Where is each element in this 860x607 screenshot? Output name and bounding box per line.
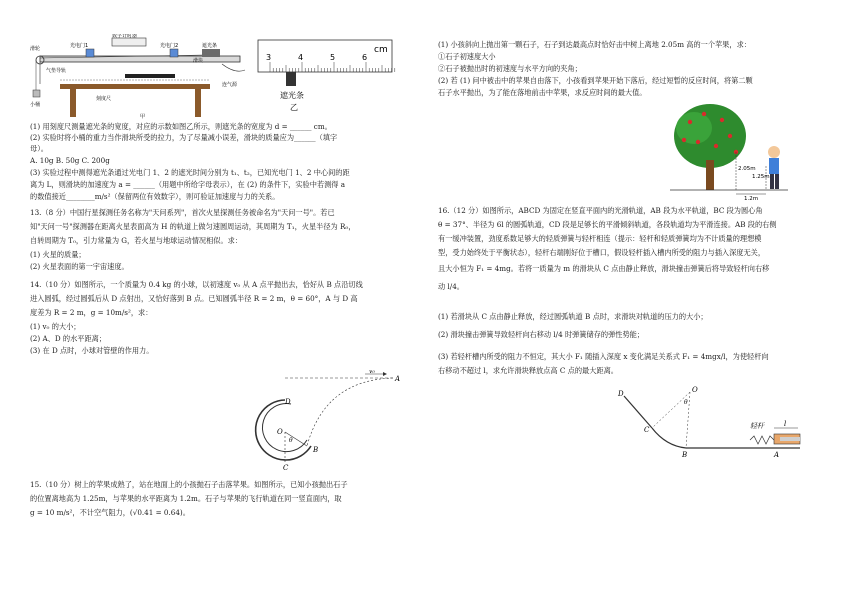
q13-line: 知"天问一号"探测器在距离火星表面高为 H 的轨道上做匀速圆周运动，其周期为 T₁，火星半径为 R₀， <box>30 222 356 231</box>
point-B: B <box>313 446 319 454</box>
q14-line: (3) 在 D 点时，小球对管壁的作用力。 <box>30 346 154 355</box>
q16-line: (2) 滑块撞击弹簧导致轻杆向右移动 l/4 时弹簧储存的弹性势能； <box>438 330 645 339</box>
label-rail: 气垫导轨 <box>46 68 67 74</box>
q16-line: 型，受力始终处于平衡状态），轻杆右端刚好位于槽口，假设轻杆插入槽内所受的阻力与插入深度无关， <box>438 248 766 257</box>
q15-line: g = 10 m/s²，不计空气阻力，(√0.41 = 0.64)。 <box>30 508 190 517</box>
label-pulley: 滑轮 <box>30 46 41 52</box>
label-scale: 刻度尺 <box>96 96 112 102</box>
label-bucket: 小桶 <box>30 102 41 108</box>
height-apple: 2.05m <box>738 166 756 172</box>
q13-line: (1) 火星的质量； <box>30 250 86 259</box>
point-D: D <box>618 390 624 398</box>
q12-line: (3) 实验过程中测得遮光条通过光电门 1、2 的遮光时间分别为 t₁、t₂，已知光电门 1、2 中心间的距 <box>30 168 350 177</box>
label-shade: 遮光条 <box>202 43 218 49</box>
q12-line: (1) 用刻度尺测量遮光条的宽度，对应的示数如图乙所示，则遮光条的宽度为 d = ______ cm。 <box>30 122 332 131</box>
q16-line: (3) 若轻杆槽内所受的阻力不恒定，其大小 F₁ 随插入深度 x 变化满足关系式 F₁ = 4mgx/l，为使轻杆向 <box>438 352 769 361</box>
angle-theta: θ <box>289 437 293 444</box>
caption-yi: 乙 <box>290 103 298 112</box>
left-column <box>30 0 422 607</box>
ruler-tick-label: 5 <box>330 53 336 62</box>
horizontal-distance: 1.2m <box>744 196 759 200</box>
point-D: D <box>285 398 291 406</box>
point-O: O <box>692 386 698 394</box>
point-C: C <box>644 426 650 434</box>
q16-line: (1) 若滑块从 C 点由静止释放，经过圆弧轨道 B 点时，求滑块对轨道的压力的大小； <box>438 312 708 321</box>
ruler-tick-label: 6 <box>362 53 368 62</box>
ruler-unit: cm <box>374 45 388 55</box>
point-A: A <box>774 451 780 458</box>
ruler-shade-label: 遮光条 <box>280 91 304 100</box>
q14-line: 进入圆弧，经过圆弧后从 D 点射出，又恰好落到 B 点。已知圆弧半径 R = 2 m，θ = 60°，A 与 D 高 <box>30 294 358 303</box>
q14-line: (2) A、D 的水平距离； <box>30 334 107 343</box>
q15-line: 的位置离地高为 1.25m，与苹果的水平距离为 1.2m。石子与苹果的飞行轨道在同一竖直面内，取 <box>30 494 342 503</box>
angle-theta: θ <box>684 399 688 406</box>
q13-line: 自转周期为 T₀，引力常量为 G，若火星与地球运动情况相似。求： <box>30 236 243 245</box>
label-l: l <box>784 420 787 428</box>
label-timer: 数字计时器 <box>112 34 138 39</box>
q16-line: θ = 37°、半径为 6l 的圆弧轨道，CD 段是足够长的平滑倾斜轨道，各段轨道均为平滑连接。AB 段的右侧 <box>438 220 777 229</box>
caption-jia: 甲 <box>140 114 146 120</box>
q14-line: 度差为 R = 2 m，g = 10m/s²，求： <box>30 308 153 317</box>
label-gate1: 光电门1 <box>70 43 89 49</box>
q14-line: (1) v₀ 的大小； <box>30 322 81 331</box>
point-B: B <box>682 451 688 458</box>
ruler-figure <box>256 38 396 114</box>
point-A: A <box>395 375 401 383</box>
label-rod: 轻杆 <box>750 422 764 430</box>
label-gas: 连气源 <box>222 82 238 88</box>
q15-cont-line: ①石子初速度大小 <box>438 52 496 61</box>
q12-options: A. 10g B. 50g C. 200g <box>30 156 110 165</box>
air-track-figure <box>30 34 252 120</box>
track-figure <box>610 382 810 458</box>
q13-line: (2) 火星表面的第一宇宙速度。 <box>30 262 129 271</box>
q16-line: 右移动不超过 l，求允许滑块释放点高 C 点的最大距离。 <box>438 366 618 375</box>
q15-cont-line: (1) 小孩斜向上抛出第一颗石子，石子到达最高点时恰好击中树上离地 2.05m 高的一个苹果，求： <box>438 40 751 49</box>
point-C: C <box>283 464 289 472</box>
label-slider: 滑块 <box>193 58 204 64</box>
q12-line: 母）。 <box>30 144 48 153</box>
q12-line: 离为 L，则滑块的加速度为 a = ______（用题中所给字母表示），在 (2) 的条件下，实验中若测得 a <box>30 180 346 189</box>
q13-line: 13.（8 分）中国行星探测任务名称为"天问系列"，首次火星探测任务被命名为"天问一号"。若已 <box>30 208 335 217</box>
q15-cont-line: ②石子被抛出时的初速度与水平方向的夹角； <box>438 64 582 73</box>
q14-line: 14.（10 分）如图所示，一个质量为 0.4 kg 的小球，以初速度 v₀ 从 A 点平抛出去，恰好从 B 点沿切线 <box>30 280 363 289</box>
q15-line: 15.（10 分）树上的苹果成熟了，站在地面上的小孩抛石子击落苹果。如图所示，已知小孩抛出石子 <box>30 480 348 489</box>
ruler-tick-label: 4 <box>298 53 304 62</box>
height-throw: 1.25m <box>752 174 770 180</box>
q14-figure <box>245 370 415 474</box>
q16-line: 动 l/4。 <box>438 282 464 291</box>
q16-line: 且大小恒为 F₁ = 4mg。若将一质量为 m 的滑块从 C 点由静止释放，滑块撞击弹簧后将导致轻杆向右移 <box>438 264 770 273</box>
apple-tree-figure <box>670 100 790 200</box>
q12-line: 的数值接近________m/s²（保留两位有效数字），则可验证加速度与力的关系。 <box>30 192 280 201</box>
q12-line: (2) 实验时将小桶的重力当作滑块所受的拉力，为了尽量减小误差，滑块的质量应为______（填字 <box>30 133 338 142</box>
ruler-tick-label: 3 <box>266 53 272 62</box>
q16-line: 16.（12 分）如图所示，ABCD 为固定在竖直平面内的光滑轨道，AB 段为水平轨道，BC 段为圆心角 <box>438 206 763 215</box>
q15-cont-line: 石子水平抛出，为了能在落地前击中苹果，求反应时间的最大值。 <box>438 88 647 97</box>
q15-cont-line: (2) 若 (1) 问中被击中的苹果自由落下，小孩看到苹果开始下落后，经过短暂的反应时间，将第二颗 <box>438 76 753 85</box>
q16-line: 有一缓冲装置，劲度系数足够大的轻质弹簧与轻杆相连（提示：轻杆和轻质弹簧均为不计质量的理想模 <box>438 234 762 243</box>
right-column <box>438 0 830 607</box>
point-O: O <box>277 428 283 436</box>
label-v0: v₀ <box>369 370 375 375</box>
label-gate2: 光电门2 <box>160 43 179 49</box>
